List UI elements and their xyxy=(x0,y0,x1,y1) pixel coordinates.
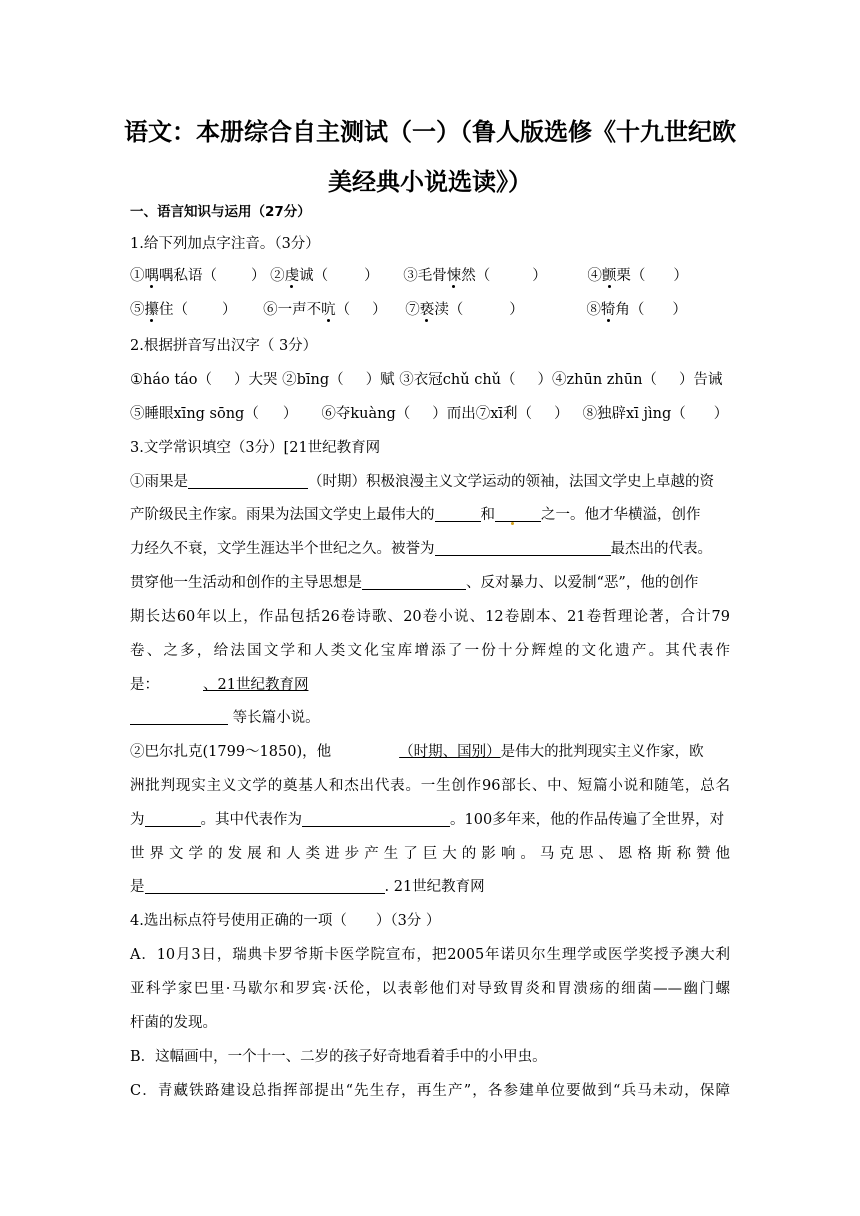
q1-item-8: ⑧犄角（ ） xyxy=(586,302,687,318)
q1-item-1: ①喁喁私语（ ） xyxy=(130,268,266,284)
answer-blank[interactable] xyxy=(362,571,466,590)
section-heading: 一、语言知识与运用（27分） xyxy=(130,204,311,220)
q1-item-4: ④颤栗（ ） xyxy=(587,268,688,284)
q4-option-c-line-1: C．青藏铁路建设总指挥部提出“先生存，再生产”，各参建单位要做到“兵马未动，保障 xyxy=(130,1083,730,1099)
q3-p2-line-3: 为 。其中代表作为 。100多年来，他的作品传遍了全世界，对 xyxy=(130,805,730,835)
q3-p2-line-1: ②巴尔扎克(1799～1850)，他 （时期、国别）是伟大的批判现实主义作家，欧 xyxy=(130,744,704,760)
q4-option-b: B．这幅画中，一个十一、二岁的孩子好奇地看着手中的小甲虫。 xyxy=(130,1049,547,1065)
answer-blank[interactable] xyxy=(302,808,450,827)
q3-p1-line-1: ①雨果是 （时期）积极浪漫主义文学运动的领袖，法国文学史上卓越的资 xyxy=(130,467,730,497)
q3-p1-line-3: 力经久不衰，文学生涯达半个世纪之久。被誉为 最杰出的代表。 xyxy=(130,534,730,564)
document-title xyxy=(120,107,740,207)
answer-blank[interactable] xyxy=(435,537,611,556)
q3-p1-line-8: 等长篇小说。 xyxy=(130,703,730,733)
q3-p1-line-4: 贯穿他一生活动和创作的主导思想是 、反对暴力、以爱制“恶”，他的创作 xyxy=(130,568,730,598)
q3-p1-line-5: 期长达60年以上，作品包括26卷诗歌、20卷小说、12卷剧本、21卷哲理论著，合计79 xyxy=(130,609,730,625)
title-line-1: 语文：本册综合自主测试（一）（鲁人版选修《十九世纪欧 xyxy=(124,118,736,146)
q4-option-a-line-2: 亚科学家巴里·马歇尔和罗宾·沃伦，以表彰他们对导致胃炎和胃溃疡的细菌——幽门螺 xyxy=(130,981,730,997)
q1-item-5: ⑤攥住（ ） xyxy=(130,302,237,318)
q1-item-6: ⑥一声不吭（ ） xyxy=(263,302,387,318)
q1-row-1 xyxy=(130,261,730,291)
q3-stem: 3.文学常识填空（3分）[21世纪教育网 xyxy=(130,440,381,456)
q2-row-1: ①háo táo（ ）大哭 ②bīng（ ）赋 ③衣冠chǔ chǔ（ ）④zhūn zhūn（ ）告诫 xyxy=(130,372,723,388)
q3-p2-line-5: 是 . 21世纪教育网 xyxy=(130,872,730,902)
yellow-dot-mark xyxy=(511,522,514,525)
underlined-text: 、21世纪教育网 xyxy=(203,677,309,693)
q4-option-a-line-1: A．10月3日，瑞典卡罗爷斯卡医学院宣布，把2005年诺贝尔生理学或医学奖授予澳大利 xyxy=(130,947,730,963)
q3-p1-line-2: 产阶级民主作家。雨果为法国文学史上最伟大的 和 之一。他才华横溢，创作 xyxy=(130,500,730,530)
answer-blank[interactable] xyxy=(130,706,228,725)
q4-stem: 4.选出标点符号使用正确的一项（ ）（3分 ） xyxy=(130,913,441,929)
answer-blank[interactable] xyxy=(145,875,385,894)
q4-option-a-line-3: 杆菌的发现。 xyxy=(130,1015,217,1031)
answer-blank[interactable] xyxy=(435,503,481,522)
answer-blank[interactable] xyxy=(145,808,201,827)
answer-blank[interactable] xyxy=(495,503,541,522)
q1-stem: 1.给下列加点字注音。（3分） xyxy=(130,236,320,252)
q3-p2-line-4: 世界文学的发展和人类进步产生了巨大的影响。马克思、恩格斯称赞他 xyxy=(130,846,730,862)
underlined-text: （时期、国别） xyxy=(399,744,501,760)
q1-item-3: ③毛骨悚然（ ） xyxy=(403,268,547,284)
q1-item-2: ②虔诚（ ） xyxy=(270,268,379,284)
q3-p2-line-2: 洲批判现实主义文学的奠基人和杰出代表。一生创作96部长、中、短篇小说和随笔，总名 xyxy=(130,778,730,794)
q1-item-7: ⑦亵渎（ ） xyxy=(405,302,524,318)
answer-blank[interactable] xyxy=(188,470,308,489)
q3-p1-line-7: 是： 、21世纪教育网 xyxy=(130,677,309,693)
q3-p1-line-6: 卷、之多，给法国文学和人类文化宝库增添了一份十分辉煌的文化遗产。其代表作 xyxy=(130,643,730,659)
title-line-2: 美经典小说选读》） xyxy=(328,168,532,196)
q2-row-2: ⑤睡眼xīng sōng（ ） ⑥夺kuàng（ ）而出⑦xī利（ ） ⑧独辟xī jìng（ ） xyxy=(130,406,729,422)
q2-stem: 2.根据拼音写出汉字（ 3分） xyxy=(130,338,318,354)
q1-row-2 xyxy=(130,295,730,325)
